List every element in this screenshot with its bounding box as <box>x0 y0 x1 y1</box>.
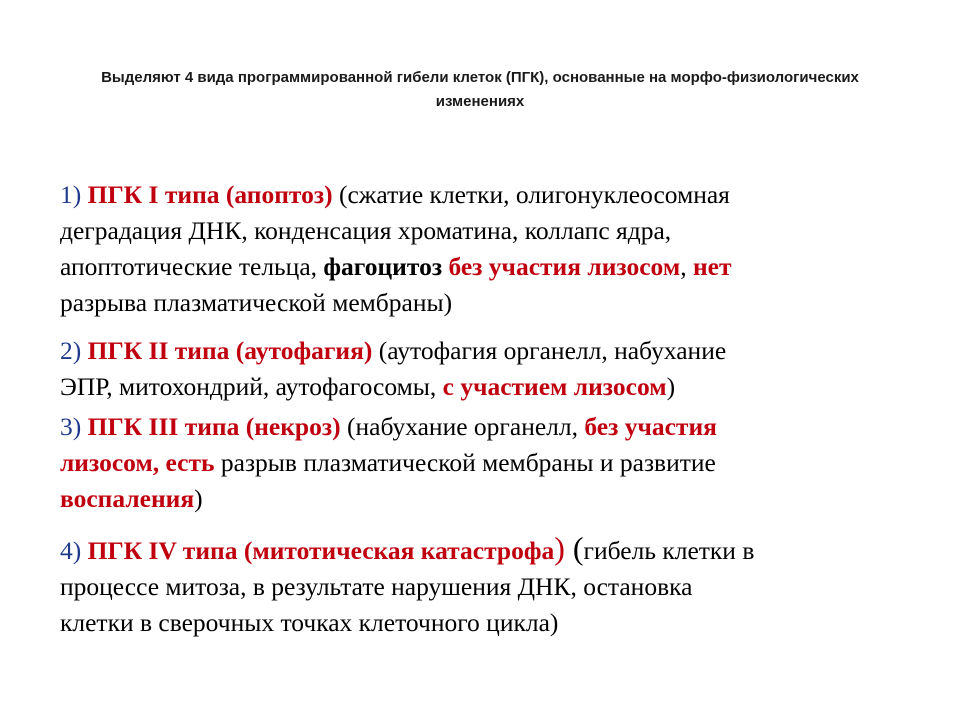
item-number: 1) <box>60 180 82 209</box>
slide-title: Выделяют 4 вида программированной гибели клеток (ПГК), основанные на морфо-физиологических изменениях <box>101 69 859 110</box>
description-text: разрыва плазматической мембраны) <box>60 288 453 317</box>
description-text: (набухание органелл, <box>340 412 585 441</box>
description-text: (сжатие клетки, олигонуклеосомная <box>332 180 730 209</box>
description-text: ) <box>666 372 676 401</box>
item-line <box>60 530 942 569</box>
emphasis-text: фагоцитоз <box>323 252 443 281</box>
item-line <box>60 445 942 481</box>
item-line <box>60 285 942 321</box>
item-number: 2) <box>60 336 82 365</box>
description-text: ) <box>194 484 203 513</box>
description-text: (аутофагия органелл, набухание <box>372 336 727 365</box>
description-text: апоптотические тельца, <box>60 252 324 281</box>
type-label: ПГК III типа (некроз) <box>87 412 341 441</box>
list-item-apoptosis <box>60 177 942 321</box>
opening-paren: ( <box>564 530 584 566</box>
description-text: ЭПР, митохондрий, аутофагосомы, <box>60 372 443 401</box>
item-line <box>60 569 942 605</box>
item-number: 4) <box>60 536 82 565</box>
list-item-necrosis <box>60 409 942 517</box>
type-label: ПГК I типа (апоптоз) <box>87 180 333 209</box>
list-item-mitotic-catastrophe <box>60 530 942 641</box>
highlight-text: без участия лизосом <box>448 252 681 281</box>
description-text: процессе митоза, в результате нарушения ДНК, остановка <box>60 572 693 601</box>
highlight-text: лизосом, есть <box>60 448 215 477</box>
type-label: ПГК II типа (аутофагия) <box>87 336 373 365</box>
list-item-autophagy <box>60 333 942 405</box>
item-line <box>60 333 942 369</box>
item-line <box>60 409 942 445</box>
description-text: деградация ДНК, конденсация хроматина, коллапс ядра, <box>60 216 672 245</box>
closing-paren: ) <box>554 530 565 566</box>
description-text: , <box>680 252 693 281</box>
highlight-text: воспаления <box>60 484 195 513</box>
item-line <box>60 369 942 405</box>
description-text: разрыв плазматической мембраны и развитие <box>214 448 716 477</box>
item-line <box>60 213 942 249</box>
item-line <box>60 249 942 285</box>
item-line <box>60 177 942 213</box>
description-text: клетки в сверочных точках клеточного цикла) <box>60 608 559 637</box>
highlight-text: с участием лизосом <box>442 372 667 401</box>
type-label: ПГК IV типа (митотическая катастрофа <box>87 536 555 565</box>
item-number: 3) <box>60 412 82 441</box>
item-line <box>60 481 942 517</box>
highlight-text: без участия <box>584 412 717 441</box>
item-line <box>60 605 942 641</box>
description-text: гибель клетки в <box>583 536 755 565</box>
highlight-text: нет <box>692 252 732 281</box>
